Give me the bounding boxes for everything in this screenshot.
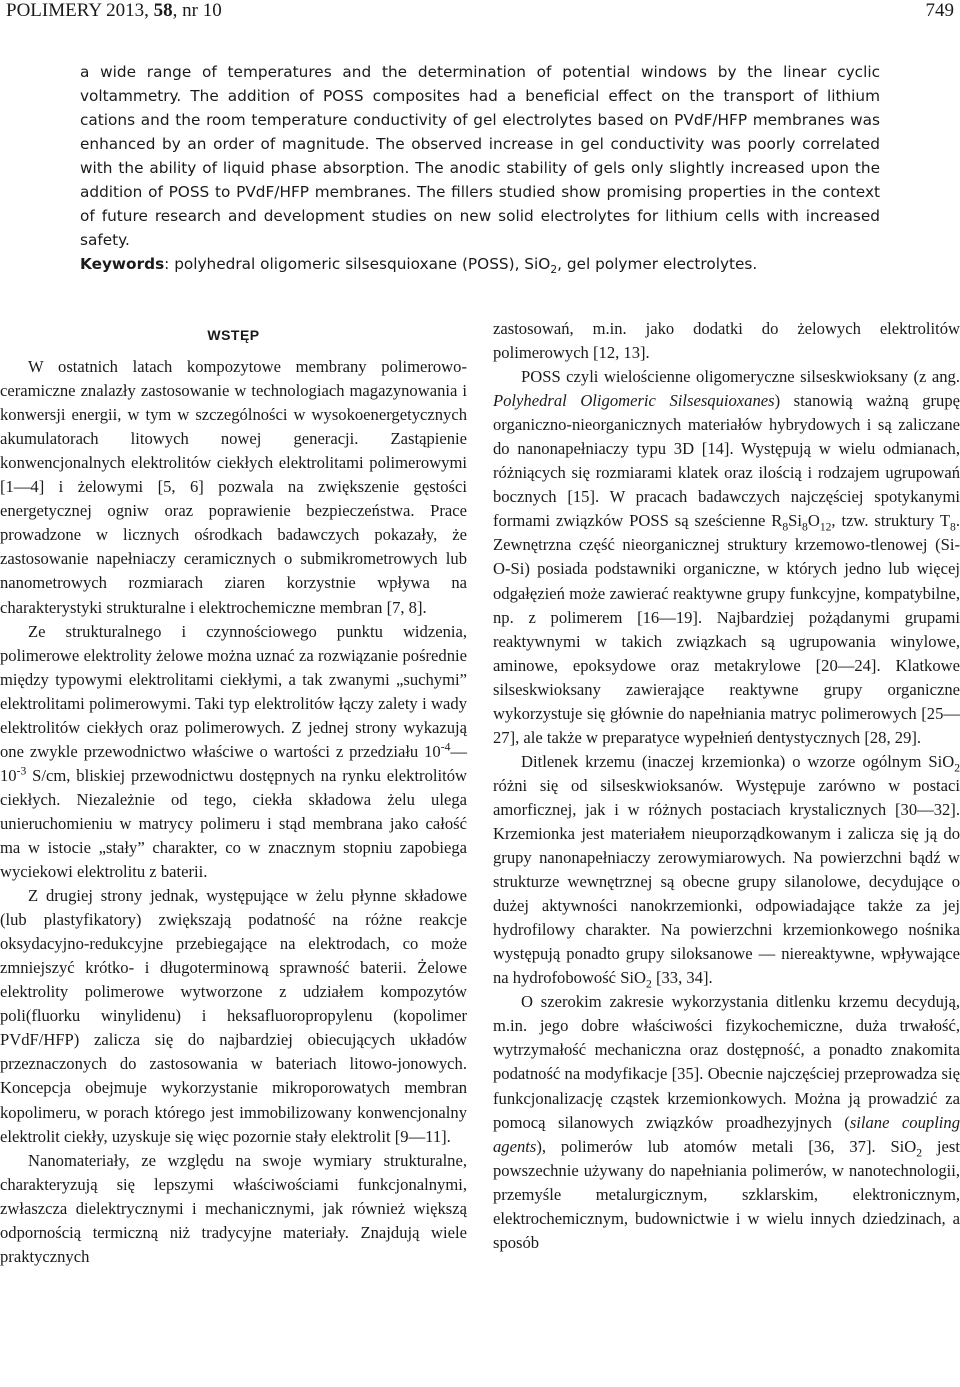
paragraph: Ditlenek krzemu (inaczej krzemionka) o wzorze ogólnym SiO$_2$ różni się od silseskwioksanów. Występuje zarówno w postaci amorficznej, jak i w różnych postaciach krystalicznych [30—32]. Krzemionka jest materiałem nieuporządkowanym i zalicza się ją do grupy nanonapełniaczy zerowymiarowych. Na powierzchni bądź w strukturze wewnętrznej są obecne grupy silanolowe, decydujące o dużej aktywności nanokrzemionki, odpowiadające także za jej hydrofilowy charakter. Na powierzchni krzemionkowego nośnika występują ponadto grupy siloksanowe — niereaktywne, wpływające na hydrofobowość SiO$_2$ [33, 34].: [493, 751, 960, 991]
paragraph: Nanomateriały, ze względu na swoje wymiary strukturalne, charakteryzują się lepszymi właściwościami funkcjonalnymi, zwłaszcza dielektrycznymi i mechanicznymi, jak również większą odpornością termiczną niż tradycyjne materiały. Znajdują wiele praktycznych: [0, 1150, 467, 1266]
left-column: [0, 317, 467, 1269]
running-header: [0, 0, 960, 26]
paragraph: W ostatnich latach kompozytowe membrany polimerowo-ceramiczne znalazły zastosowanie w technologiach magazynowania i konwersji energii, w tym w szczególności w wysokoenergetycznych akumulatorach litowych nowej generacji. Zastąpienie konwencjonalnych elektrolitów ciekłych elektrolitami polimerowymi [1—4] i żelowymi [5, 6] pozwala na zwiększenie gęstości energetycznej ogniw oraz poprawienie bezpieczeństwa. Prace prowadzone w licznych ośrodkach badawczych pokazały, że zastosowanie napełniaczy ceramicznych o submikrometrowych lub nanometrowych rozmiarach ziaren korzystnie wpływa na charakterystyki strukturalne i elektrochemiczne membran [7, 8].: [0, 357, 467, 617]
paragraph: Z drugiej strony jednak, występujące w żelu płynne składowe (lub plastyfikatory) zwiększają podatność na różne reakcje oksydacyjno-redukcyjne przebiegające na elektrodach, co może zmniejszyć krótko- i długoterminową sprawność baterii. Żelowe elektrolity polimerowe wytworzone z udziałem kompozytów poli(fluorku winylidenu) i heksafluoropropylenu (kopolimer PVdF/HFP) zalicza się do najbardziej obiecujących układów przeznaczonych do zastosowania w bateriach litowo-jonowych. Koncepcja obejmuje wykorzystanie mikroporowatych membran kopolimeru, w porach którego jest immobilizowany konwencjonalny elektrolit ciekły, uzyskuje się więc pozornie stały elektrolit [9—11].: [0, 886, 467, 1146]
volume-number: 58: [153, 0, 173, 21]
abstract-text: a wide range of temperatures and the determination of potential windows by the linear cyclic voltammetry. The addition of POSS composites had a beneficial effect on the transport of lithium cations and the room temperature conductivity of gel electrolytes based on PVdF/HFP membranes was enhanced by an order of magnitude. The observed increase in gel conductivity was poorly correlated with the ability of liquid phase absorption. The anodic stability of gels only slightly increased upon the addition of POSS to PVdF/HFP membranes. The fillers studied show promising properties in the context of future research and development studies on new solid electrolytes for lithium cells with increased safety.: [80, 63, 880, 249]
page-number: 749: [925, 0, 954, 21]
paragraph: Ze strukturalnego i czynnościowego punktu widzenia, polimerowe elektrolity żelowe można uznać za rozwiązanie pośrednie między typowymi elektrolitami ciekłymi, a tak zwanymi „suchymi” elektrolitami polimerowymi. Taki typ elektrolitów łączy zalety i wady elektrolitów ciekłych oraz polimerowych. Z jednej strony wykazują one zwykle przewodnictwo właściwe o wartości z przedziału $10^{-4}—10^{-3}$ S/cm, bliskiej przewodnictwu dostępnych na rynku elektrolitów ciekłych. Niezależnie od tego, ciekła składowa żelu ulega unieruchomieniu w matrycy polimeru i stąd membrana jako całość ma w istocie „stały” charakter, co w znacznym stopniu zapobiega wyciekowi elektrolitu z baterii.: [0, 621, 467, 882]
section-heading: WSTĘP: [207, 327, 260, 343]
abstract: [80, 60, 880, 276]
paragraph: O szerokim zakresie wykorzystania ditlenku krzemu decydują, m.in. jego dobre właściwości fizykochemiczne, duża trwałość, wytrzymałość mechaniczna oraz dostępność, a ponadto znakomita podatność na modyfikacje [35]. Obecnie najczęściej przeprowadza się funkcjonalizację cząstek krzemionkowych. Można ją prowadzić za pomocą silanowych związków proadhezyjnych (silane coupling agents), polimerów lub atomów metali [36, 37]. SiO$_2$ jest powszechnie używany do napełniania polimerów, w nanotechnologii, przemyśle metalurgicznym, szklarskim, elektronicznym, elektrochemicznym, budownictwie i w wielu innych dziedzinach, a sposób: [493, 992, 960, 1252]
right-column: [493, 317, 960, 1255]
keywords-label: Keywords: [80, 255, 165, 273]
issue-number: , nr 10: [172, 0, 222, 21]
keywords: Keywords: polyhedral oligomeric silsesquioxane (POSS), SiO$_2$, gel polymer electrolytes.: [80, 255, 758, 277]
journal-name: POLIMERY 2013,: [6, 0, 154, 21]
paragraph: POSS czyli wielościenne oligomeryczne silseskwioksany (z ang. Polyhedral Oligomeric Silsesquioxanes) stanowią ważną grupę organiczno-nieorganicznych materiałów hybrydowych i są zaliczane do nanonapełniaczy typu 3D [14]. Występują w wielu odmianach, różniących się rozmiarami klatek oraz ilością i rodzajem ugrupowań bocznych [15]. W pracach badawczych najczęściej spotykanymi formami związków POSS są sześcienne $R_8Si_8O_{12}$, tzw. struktury $T_8$. Zewnętrzna część nieorganicznej struktury krzemowo-tlenowej (Si-O-Si) posiada podstawniki organiczne, w których jedno lub więcej odgałęzień może zawierać reaktywne grupy funkcyjne, kompatybilne, np. z polimerem [16—19]. Najbardziej pożądanymi grupami reaktywnymi w takich związkach są ugrupowania winylowe, aminowe, epoksydowe oraz metakrylowe [20—24]. Klatkowe silseskwioksany zawierające reaktywne grupy organiczne wykorzystuje się głównie do napełniania matryc polimerowych [25—27], ale także w preparatyce wypełnień dentystycznych [28, 29].: [493, 367, 960, 747]
paragraph: zastosowań, m.in. jako dodatki do żelowych elektrolitów polimerowych [12, 13].: [493, 319, 960, 363]
journal-citation: [6, 0, 222, 22]
